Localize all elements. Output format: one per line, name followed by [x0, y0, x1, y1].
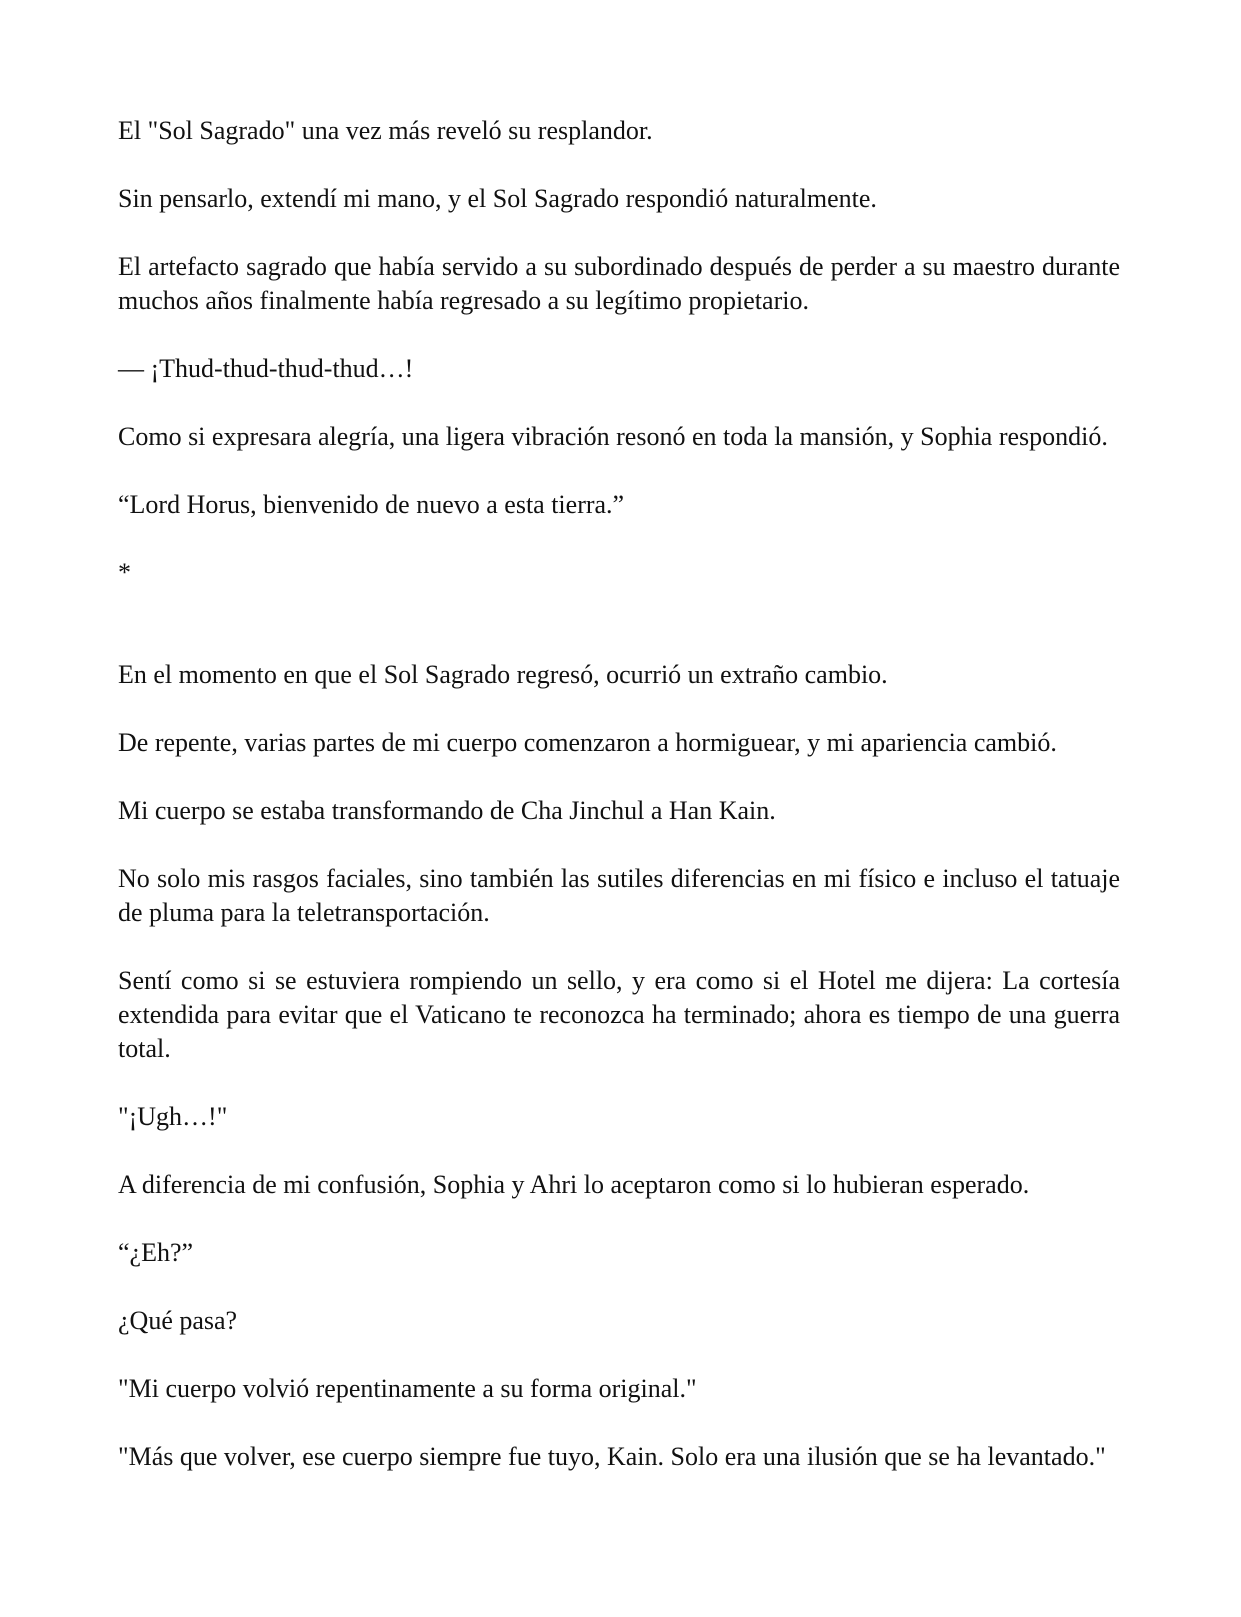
dialogue-line: “Lord Horus, bienvenido de nuevo a esta tierra.” [118, 490, 625, 519]
document-body [118, 114, 1120, 1508]
paragraph: Mi cuerpo se estaba transformando de Cha Jinchul a Han Kain. [118, 796, 776, 825]
scene-break: * [118, 558, 131, 587]
paragraph: El artefacto sagrado que había servido a su subordinado después de perder a su maestro durante muchos años finalmente había regresado a su legítimo propietario. [118, 252, 1120, 315]
paragraph: ¿Qué pasa? [118, 1306, 238, 1335]
paragraph: Sentí como si se estuviera rompiendo un sello, y era como si el Hotel me dijera: La cortesía extendida para evitar que el Vaticano te reconozca ha terminado; ahora es tiempo de una guerra total. [118, 966, 1120, 1063]
dialogue-line: “¿Eh?” [118, 1238, 194, 1267]
paragraph: De repente, varias partes de mi cuerpo comenzaron a hormiguear, y mi apariencia cambió. [118, 728, 1057, 757]
paragraph: El "Sol Sagrado" una vez más reveló su resplandor. [118, 116, 653, 145]
paragraph: En el momento en que el Sol Sagrado regresó, ocurrió un extraño cambio. [118, 660, 888, 689]
paragraph: A diferencia de mi confusión, Sophia y Ahri lo aceptaron como si lo hubieran esperado. [118, 1170, 1030, 1199]
paragraph: Como si expresara alegría, una ligera vibración resonó en toda la mansión, y Sophia respondió. [118, 422, 1108, 451]
dialogue-line: "¡Ugh…!" [118, 1102, 228, 1131]
paragraph: Sin pensarlo, extendí mi mano, y el Sol Sagrado respondió naturalmente. [118, 184, 877, 213]
sound-effect-line: — ¡Thud-thud-thud-thud…! [118, 354, 414, 383]
dialogue-line: "Más que volver, ese cuerpo siempre fue tuyo, Kain. Solo era una ilusión que se ha levantado." [118, 1442, 1106, 1471]
dialogue-line: "Mi cuerpo volvió repentinamente a su forma original." [118, 1374, 697, 1403]
paragraph: No solo mis rasgos faciales, sino también las sutiles diferencias en mi físico e incluso el tatuaje de pluma para la teletransportación. [118, 864, 1120, 927]
